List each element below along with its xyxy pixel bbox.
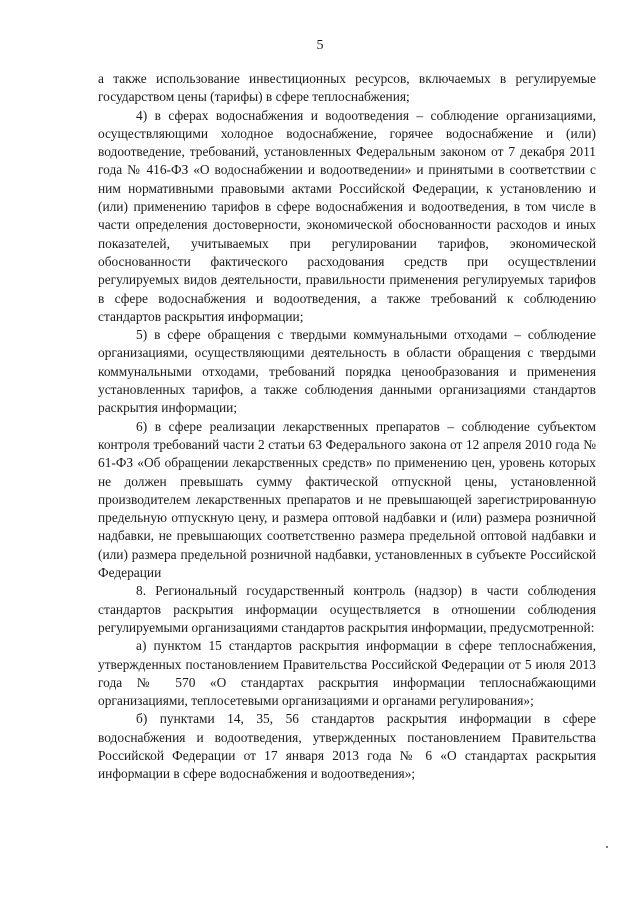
paragraph-continuation: а также использование инвестиционных ресурсов, включаемых в регулируемые государством цены (тарифы) в сфере теплоснабжения;	[98, 71, 596, 105]
paragraph-subitem-a: а) пунктом 15 стандартов раскрытия информации в сфере теплоснабжения, утвержденных постановлением Правительства Российской Федерации от 5 июля 2013 года № 570 «О стандартах раскрытия информации теплоснабжающими организациями, теплосетевыми организациями и органами регулирования»;	[98, 638, 596, 709]
paragraph-item-4: 4) в сферах водоснабжения и водоотведения – соблюдение организациями, осуществляющими холодное водоснабжение, горячее водоснабжение и (или) водоотведение, требований, установленных Федеральным законом от 7 декабря 2011 года № 416-ФЗ «О водоснабжении и водоотведении» и принятыми в соответствии с ним нормативными правовыми актами Российской Федерации, к установлению и (или) применению тарифов в сфере водоснабжения и водоотведения, в том числе в части определения достоверности, экономической обоснованности расходов и иных показателей, учитываемых при регулировании тарифов, экономической обоснованности фактического расходования средств при осуществлении регулируемых видов деятельности, правильности применения регулируемых тарифов в сфере водоснабжения и водоотведения, а также требований к соблюдению стандартов раскрытия информации;	[98, 107, 596, 324]
paragraph-section-8: 8. Региональный государственный контроль (надзор) в части соблюдения стандартов раскрытия информации осуществляется в отношении соблюдения регулируемыми организациями стандартов раскрытия информации, предусмотренной:	[98, 583, 596, 635]
paragraph-item-6: 6) в сфере реализации лекарственных препаратов – соблюдение субъектом контроля требований части 2 статьи 63 Федерального закона от 12 апреля 2010 года № 61-ФЗ «Об обращении лекарственных средств» по применению цен, уровень которых не должен превышать сумму фактической отпускной цены, установленной производителем лекарственных препаратов и не превышающей зарегистрированную предельную отпускную цену, и размера оптовой надбавки и (или) размера розничной надбавки, не превышающих соответственно размера предельной оптовой надбавки и (или) размера предельной розничной надбавки, установленных в субъекте Российской Федерации	[98, 418, 596, 581]
scan-speck	[606, 846, 608, 848]
page-number: 5	[316, 38, 324, 53]
document-body	[98, 70, 596, 784]
paragraph-item-5: 5) в сфере обращения с твердыми коммунальными отходами – соблюдение организациями, осуществляющими деятельность в области обращения с твердыми коммунальными отходами, требований порядка ценообразования и применения установленных тарифов, а также соблюдения данными организациями стандартов раскрытия информации;	[98, 327, 596, 416]
paragraph-subitem-b: б) пунктами 14, 35, 56 стандартов раскрытия информации в сфере водоснабжения и водоотведения, утвержденных постановлением Правительства Российской Федерации от 17 января 2013 года № 6 «О стандартах раскрытия информации в сфере водоснабжения и водоотведения»;	[98, 711, 596, 782]
